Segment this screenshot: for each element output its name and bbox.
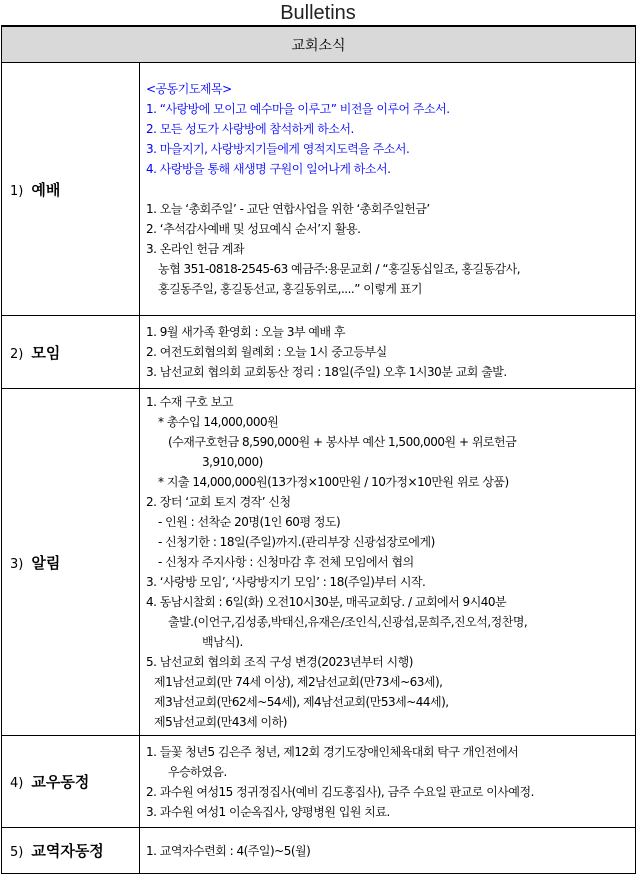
section-number: 4) (10, 776, 24, 791)
section-content (140, 736, 636, 828)
section-content (140, 389, 636, 736)
content-line: * 지출 14,000,000원(13가정×100만원 / 10가정×10만원 위로 상품) (158, 475, 509, 489)
section-number: 5) (10, 845, 24, 860)
content-line: 백남식). (202, 635, 243, 649)
content-line: 2. 모든 성도가 사랑방에 참석하게 하소서. (146, 122, 354, 136)
content-line: 제1남선교회(만 74세 이상), 제2남선교회(만73세~63세), (154, 675, 443, 689)
blank-line (146, 179, 631, 199)
content-line: 2. ‘추석감사예배 및 성묘예식 순서’지 활용. (146, 222, 361, 236)
content-line: 1. 수재 구호 보고 (146, 395, 233, 409)
content-line: (수재구호헌금 8,590,000원 + 봉사부 예산 1,500,000원 + 위로헌금 (168, 435, 517, 449)
content-line: 4. 동남시찰회 : 6일(화) 오전10시30분, 매곡교회당. / 교회에서 9시40분 (146, 595, 507, 609)
content-line: 3. 과수원 여성1 이순옥집사, 양평병원 입원 치료. (146, 804, 390, 819)
content-line: 5. 남선교회 협의회 조직 구성 변경(2023년부터 시행) (146, 655, 413, 669)
content-line: 1. “사랑방에 모이고 예수마을 이루고” 비전을 이루어 주소서. (146, 102, 450, 116)
content-line: 3. ‘사랑방 모임’, ‘사랑방지기 모임’ : 18(주일)부터 시작. (146, 575, 426, 589)
content-line: 농협 351-0818-2545-63 예금주:용문교회 / “홍길동십일조, 홍길동감사, (158, 262, 521, 276)
content-line: 2. 여전도회협의회 월례회 : 오늘 1시 중고등부실 (146, 345, 387, 359)
content-line: 제5남선교회(만43세 이하) (154, 715, 287, 729)
page-title: Bulletins (280, 2, 356, 24)
content-line: 1. 9월 새가족 환영회 : 오늘 3부 예배 후 (146, 325, 345, 339)
content-line: 우승하였음. (168, 764, 227, 779)
section-label-cell (2, 736, 140, 828)
section-title: 교역자동정 (31, 842, 104, 860)
content-line: 3. 온라인 헌금 계좌 (146, 242, 245, 256)
content-line: 4. 사랑방을 통해 새생명 구원이 일어나게 하소서. (146, 162, 391, 176)
section-title: 예배 (31, 180, 61, 199)
section-row (2, 389, 636, 736)
section-number: 2) (10, 346, 24, 362)
content-line: 2. 장터 ‘교회 토지 경작’ 신청 (146, 495, 291, 509)
section-title: 교우동정 (31, 773, 90, 791)
content-line: 출발.(이언구,김성종,박태신,유재은/조인식,신광섭,문희주,진오석,정찬명, (168, 615, 528, 629)
section-title: 모임 (31, 343, 61, 362)
content-line: - 신청기한 : 18일(주일)까지.(관리부장 신광섭장로에게) (158, 535, 435, 549)
section-row (2, 63, 636, 316)
content-line: 1. 들꽃 청년5 김은주 청년, 제12회 경기도장애인체육대회 탁구 개인전에서 (146, 744, 519, 759)
content-line: * 총수입 14,000,000원 (158, 415, 279, 429)
content-line: 3,910,000) (202, 455, 263, 469)
section-row (2, 828, 636, 874)
bulletin-table (1, 25, 636, 874)
content-line: <공동기도제목> (146, 82, 232, 96)
content-line: 홍길동주일, 홍길동선교, 홍길동위로,....” 이렇게 표기 (158, 282, 423, 296)
section-content (140, 828, 636, 874)
content-line: 3. 마을지기, 사랑방지기들에게 영적지도력을 주소서. (146, 142, 410, 156)
content-line: 1. 교역자수련회 : 4(주일)~5(월) (146, 843, 311, 858)
content-line: - 신청자 주지사항 : 신청마감 후 전체 모임에서 협의 (158, 555, 414, 569)
section-number: 3) (10, 556, 24, 572)
content-line: 제3남선교회(만62세~54세), 제4남선교회(만53세~44세), (154, 695, 449, 709)
section-row (2, 316, 636, 389)
section-title: 알림 (31, 553, 61, 572)
content-line: 3. 남선교회 협의회 교회동산 정리 : 18일(주일) 오후 1시30분 교회 출발. (146, 365, 507, 379)
section-row (2, 736, 636, 828)
section-label-cell (2, 316, 140, 389)
content-line: 1. 오늘 ‘총회주일’ - 교단 연합사업을 위한 ‘총회주일헌금’ (146, 202, 430, 216)
content-line: - 인원 : 선착순 20명(1인 60평 정도) (158, 515, 341, 529)
section-label-cell (2, 389, 140, 736)
section-content (140, 316, 636, 389)
section-content (140, 63, 636, 316)
content-line: 2. 과수원 여성15 정귀정집사(예비 김도홍집사), 금주 수요일 판교로 이사예정. (146, 784, 534, 799)
table-header: 교회소식 (2, 26, 636, 63)
section-label-cell (2, 63, 140, 316)
section-number: 1) (10, 183, 24, 199)
section-label-cell (2, 828, 140, 874)
